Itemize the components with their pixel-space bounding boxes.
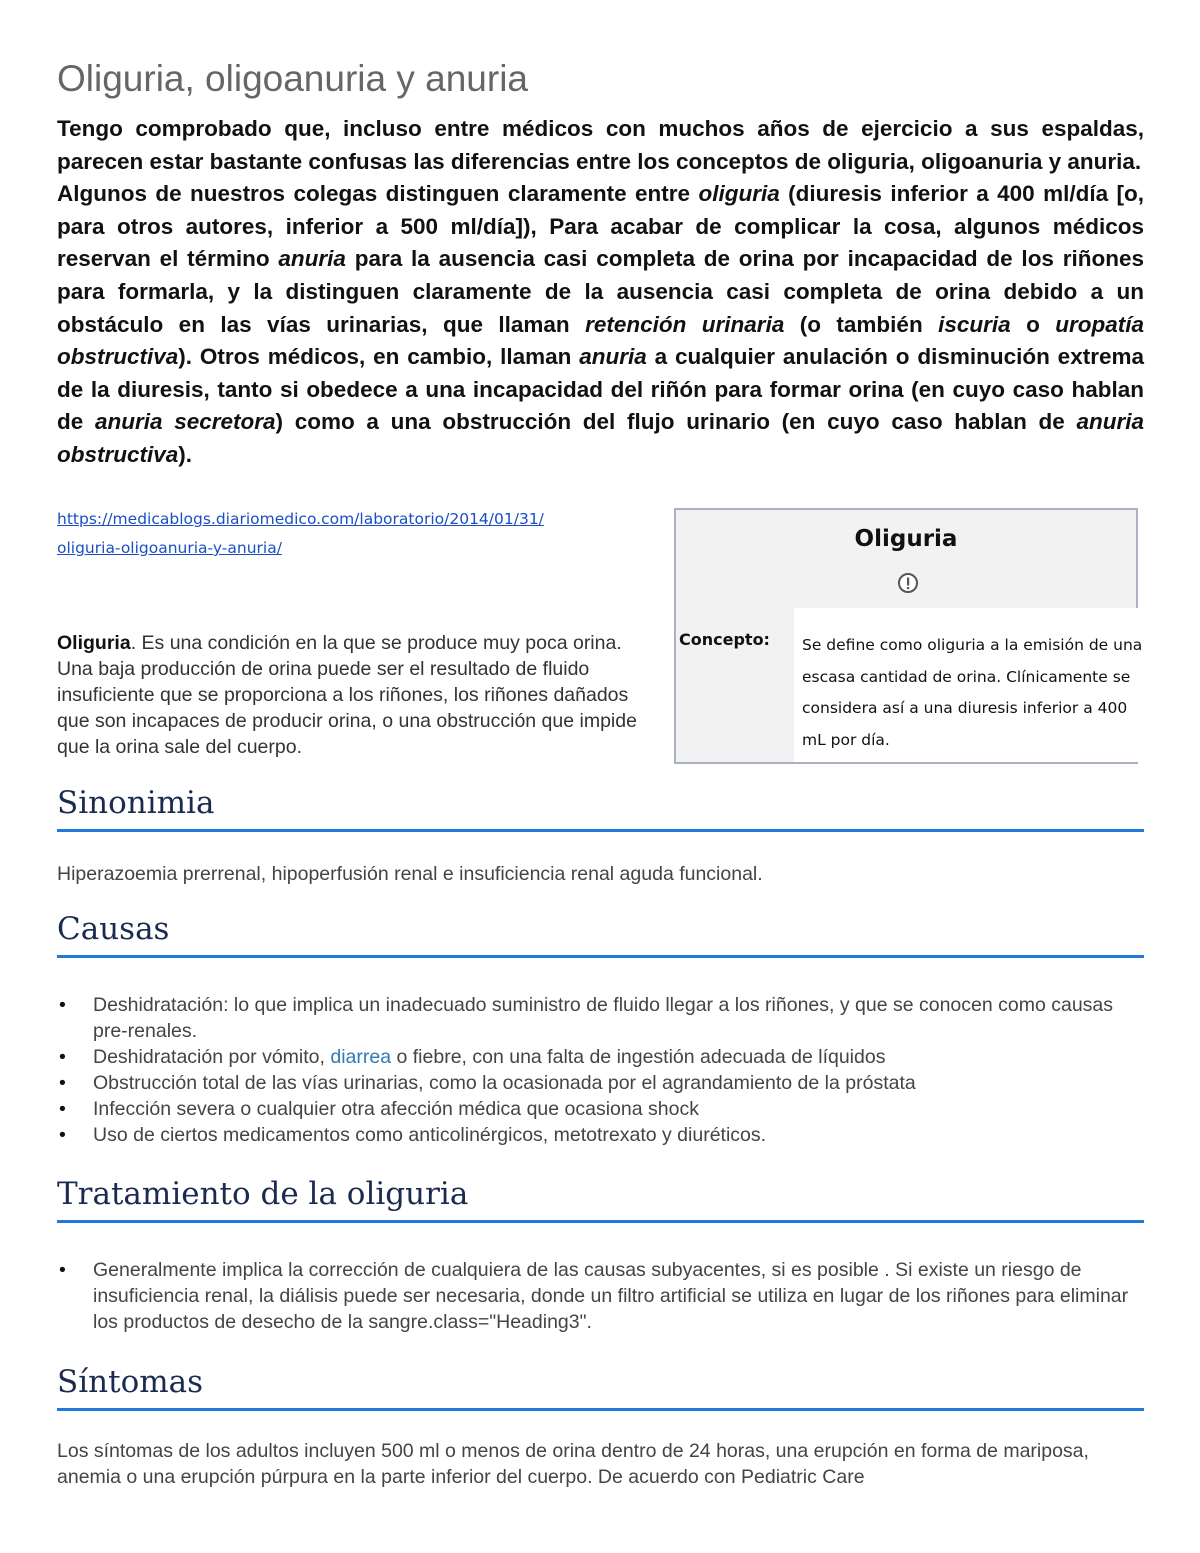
infobox-title: Oliguria [854,526,958,552]
definition-term: Oliguria [57,632,131,654]
heading-sinonimia: Sinonimia [57,785,1144,832]
intro-text [57,113,1144,472]
definition-text: . Es una condición en la que se produce muy poca orina. Una baja producción de orina puede ser el resultado de fluido insuficiente que se proporciona a los riñones, los riñones dañados que son incapaces de producir orina, o una obstrucción que impide que la orina sale del cuerpo. [57,632,637,758]
infobox [674,508,1143,764]
tratamiento-list [57,1257,1144,1335]
causas-list [57,992,1144,1148]
heading-tratamiento: Tratamiento de la oliguria [57,1176,1144,1223]
heading-sintomas: Síntomas [57,1364,1144,1411]
definition-paragraph [57,630,657,760]
sinonimia-text: Hiperazoemia prerrenal, hipoperfusión renal e insuficiencia renal aguda funcional. [57,863,763,885]
heading-causas: Causas [57,911,1144,958]
list-item: • Generalmente implica la corrección de cualquiera de las causas subyacentes, si es posible . Si existe un riesgo de insuficiencia renal, la diálisis puede ser necesaria, donde un filtro artificial se utiliza en lugar de los riñones para eliminar los productos de desecho de la sangre.class="Heading3". [57,1257,1144,1335]
infobox-row [676,608,1143,764]
source-link-line-2[interactable]: oliguria-oligoanuria-y-anuria/ [57,539,282,557]
list-item: • Infección severa o cualquier otra afección médica que ocasiona shock [57,1096,1144,1122]
sintomas-text: Los síntomas de los adultos incluyen 500 ml o menos de orina dentro de 24 horas, una erupción en forma de mariposa, anemia o una erupción púrpura en la parte inferior del cuerpo. De acuerdo con Pediatric Care [57,1440,1089,1488]
source-link[interactable] [57,505,657,563]
list-item: • Uso de ciertos medicamentos como anticolinérgicos, metotrexato y diuréticos. [57,1122,1144,1148]
list-item: • Obstrucción total de las vías urinarias, como la ocasionada por el agrandamiento de la próstata [57,1070,1144,1096]
list-item: • Deshidratación por vómito, diarrea o fiebre, con una falta de ingestión adecuada de líquidos [57,1044,1144,1070]
infobox-label: Concepto: [679,630,770,649]
intro-paragraph-2: Algunos de nuestros colegas distinguen claramente entre oliguria (diuresis inferior a 400 ml/día [o, para otros autores, inferior a 500 ml/día]), Para acabar de complicar la cosa, algunos médicos reservan el término anuria para la ausencia casi completa de orina por incapacidad de los riñones para formarla, y la distinguen claramente de la ausencia casi completa de orina debido a un obstáculo en las vías urinarias, que llaman retención urinaria (o también iscuria o uropatía obstructiva). Otros médicos, en cambio, llaman anuria a cualquier anulación o disminución extrema de la diuresis, tanto si obedece a una incapacidad del riñón para formar orina (en cuyo caso hablan de anuria secretora) como a una obstrucción del flujo urinario (en cuyo caso hablan de anuria obstructiva). [57,181,1145,467]
list-item: • Deshidratación: lo que implica un inadecuado suministro de fluido llegar a los riñones, y que se conocen como causas pre-renales. [57,992,1144,1044]
source-link-line-1[interactable]: https://medicablogs.diariomedico.com/laboratorio/2014/01/31/ [57,510,544,528]
info-icon[interactable] [897,572,919,594]
intro-paragraph-1: Tengo comprobado que, incluso entre médicos con muchos años de ejercicio a sus espaldas, parecen estar bastante confusas las diferencias entre los conceptos de oliguria, oligoanuria y anuria. [57,116,1144,174]
diarrea-link[interactable]: diarrea [330,1046,392,1068]
page-title: Oliguria, oligoanuria y anuria [57,58,528,99]
infobox-value: Se define como oliguria a la emisión de una escasa cantidad de orina. Clínicamente se considera así a una diuresis inferior a 400 mL por día. [794,608,1144,762]
